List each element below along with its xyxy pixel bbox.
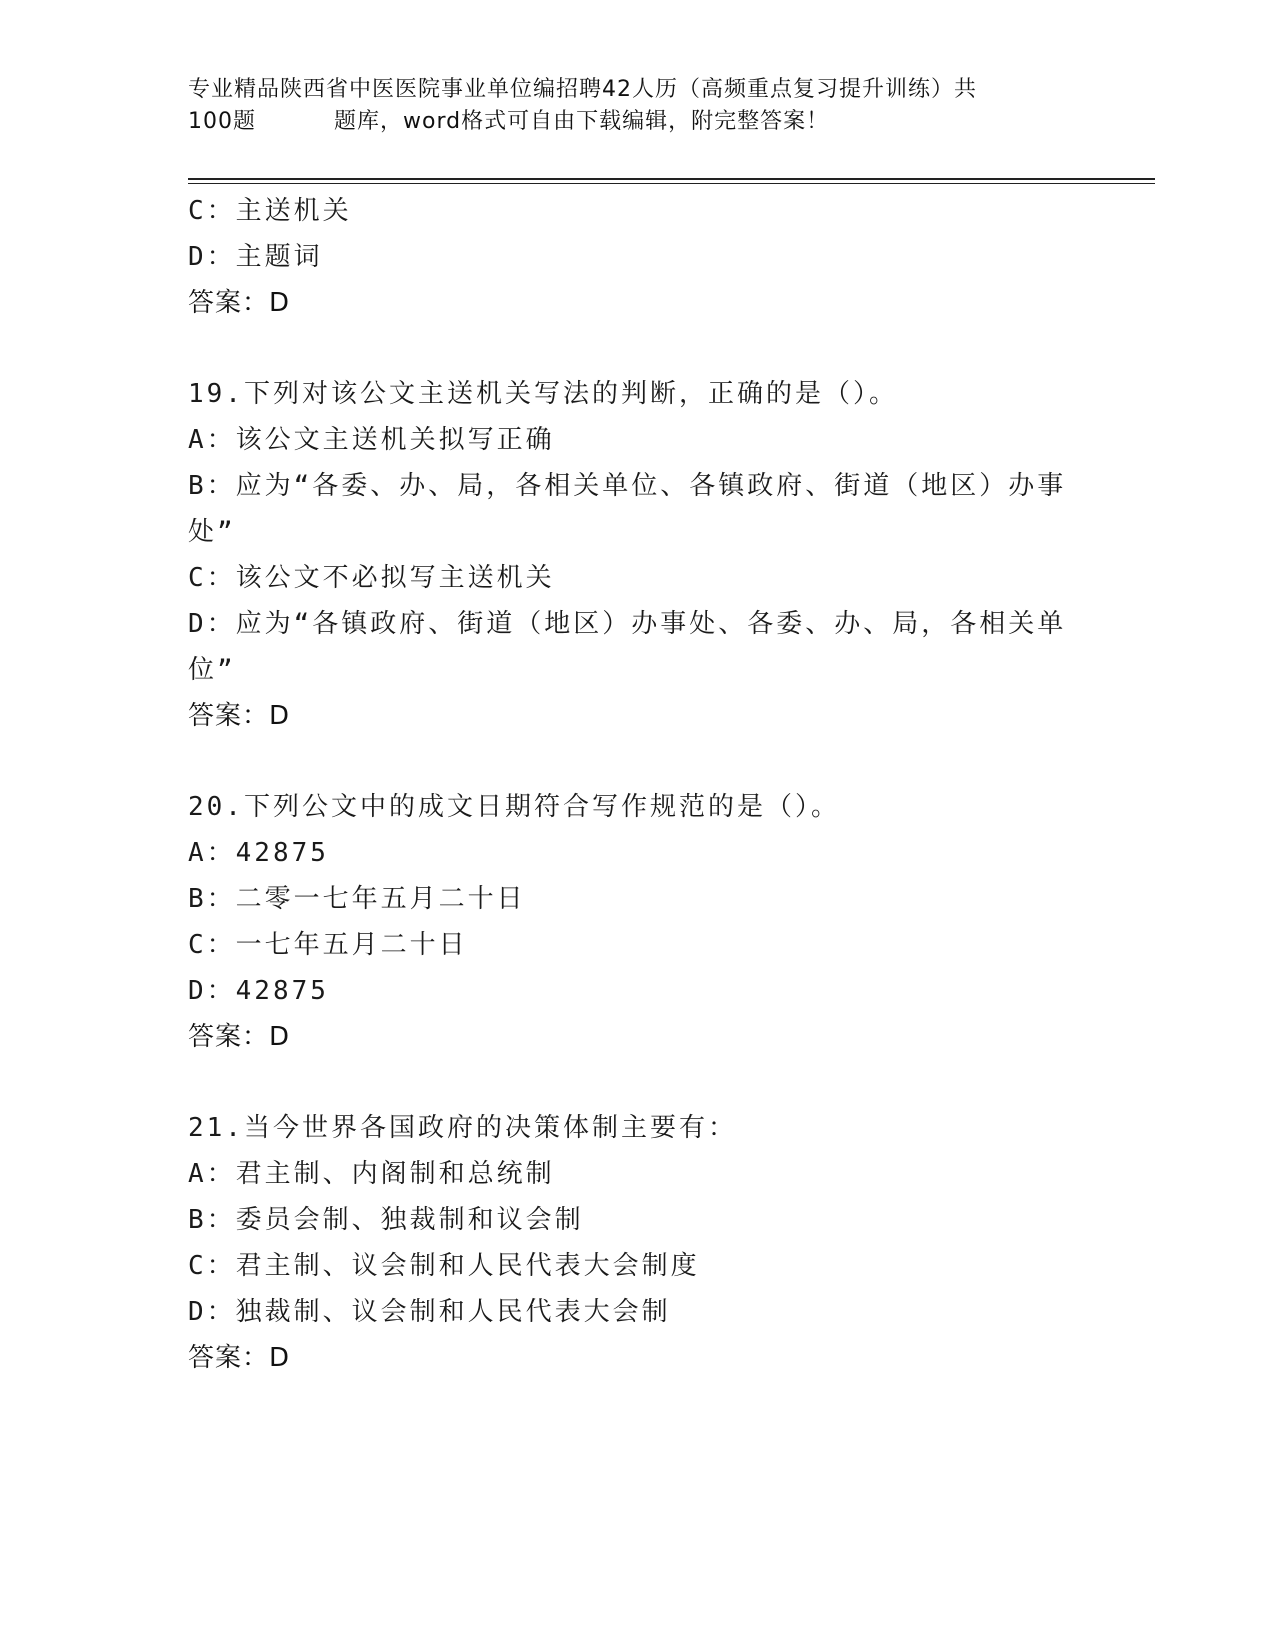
option-d: D：主题词 — [188, 242, 323, 272]
answer-line: 答案：D — [188, 1022, 291, 1052]
question-19 — [188, 371, 1088, 739]
answer-line: 答案：D — [188, 701, 291, 731]
question-21 — [188, 1105, 1088, 1381]
document-header — [188, 74, 1068, 138]
option-c: C：君主制、议会制和人民代表大会制度 — [188, 1251, 700, 1281]
question-stem: 20.下列公文中的成文日期符合写作规范的是（）。 — [188, 792, 840, 822]
option-b-continued: 处” — [188, 517, 236, 547]
header-title-line-1: 专业精品陕西省中医医院事业单位编招聘42人历（高频重点复习提升训练）共 — [188, 77, 977, 102]
option-d: D：应为“各镇政府、街道（地区）办事处、各委、办、局，各相关单 — [188, 609, 1067, 639]
question-20 — [188, 784, 1088, 1060]
question-stem: 19.下列对该公文主送机关写法的判断，正确的是（）。 — [188, 379, 898, 409]
option-a: A：42875 — [188, 838, 329, 868]
option-d: D：42875 — [188, 976, 329, 1006]
option-b: B：委员会制、独裁制和议会制 — [188, 1205, 584, 1235]
option-c: C：该公文不必拟写主送机关 — [188, 563, 555, 593]
answer-line: 答案：D — [188, 1343, 291, 1373]
header-description: 题库，word格式可自由下载编辑，附完整答案！ — [334, 109, 830, 134]
option-b: B：二零一七年五月二十日 — [188, 884, 526, 914]
option-d-continued: 位” — [188, 655, 236, 685]
option-c: C：一七年五月二十日 — [188, 930, 468, 960]
question-18-continued — [188, 188, 1088, 326]
header-question-count: 100题 — [188, 109, 256, 134]
header-divider-thin — [188, 183, 1155, 184]
document-body — [188, 188, 1088, 1381]
header-title-line-2 — [188, 106, 1068, 138]
option-d: D：独裁制、议会制和人民代表大会制 — [188, 1297, 671, 1327]
option-b: B：应为“各委、办、局，各相关单位、各镇政府、街道（地区）办事 — [188, 471, 1067, 501]
option-a: A：君主制、内阁制和总统制 — [188, 1159, 555, 1189]
answer-line: 答案：D — [188, 288, 291, 318]
option-a: A：该公文主送机关拟写正确 — [188, 425, 555, 455]
header-divider-thick — [188, 178, 1155, 180]
question-stem: 21.当今世界各国政府的决策体制主要有： — [188, 1113, 737, 1143]
option-c: C：主送机关 — [188, 196, 352, 226]
